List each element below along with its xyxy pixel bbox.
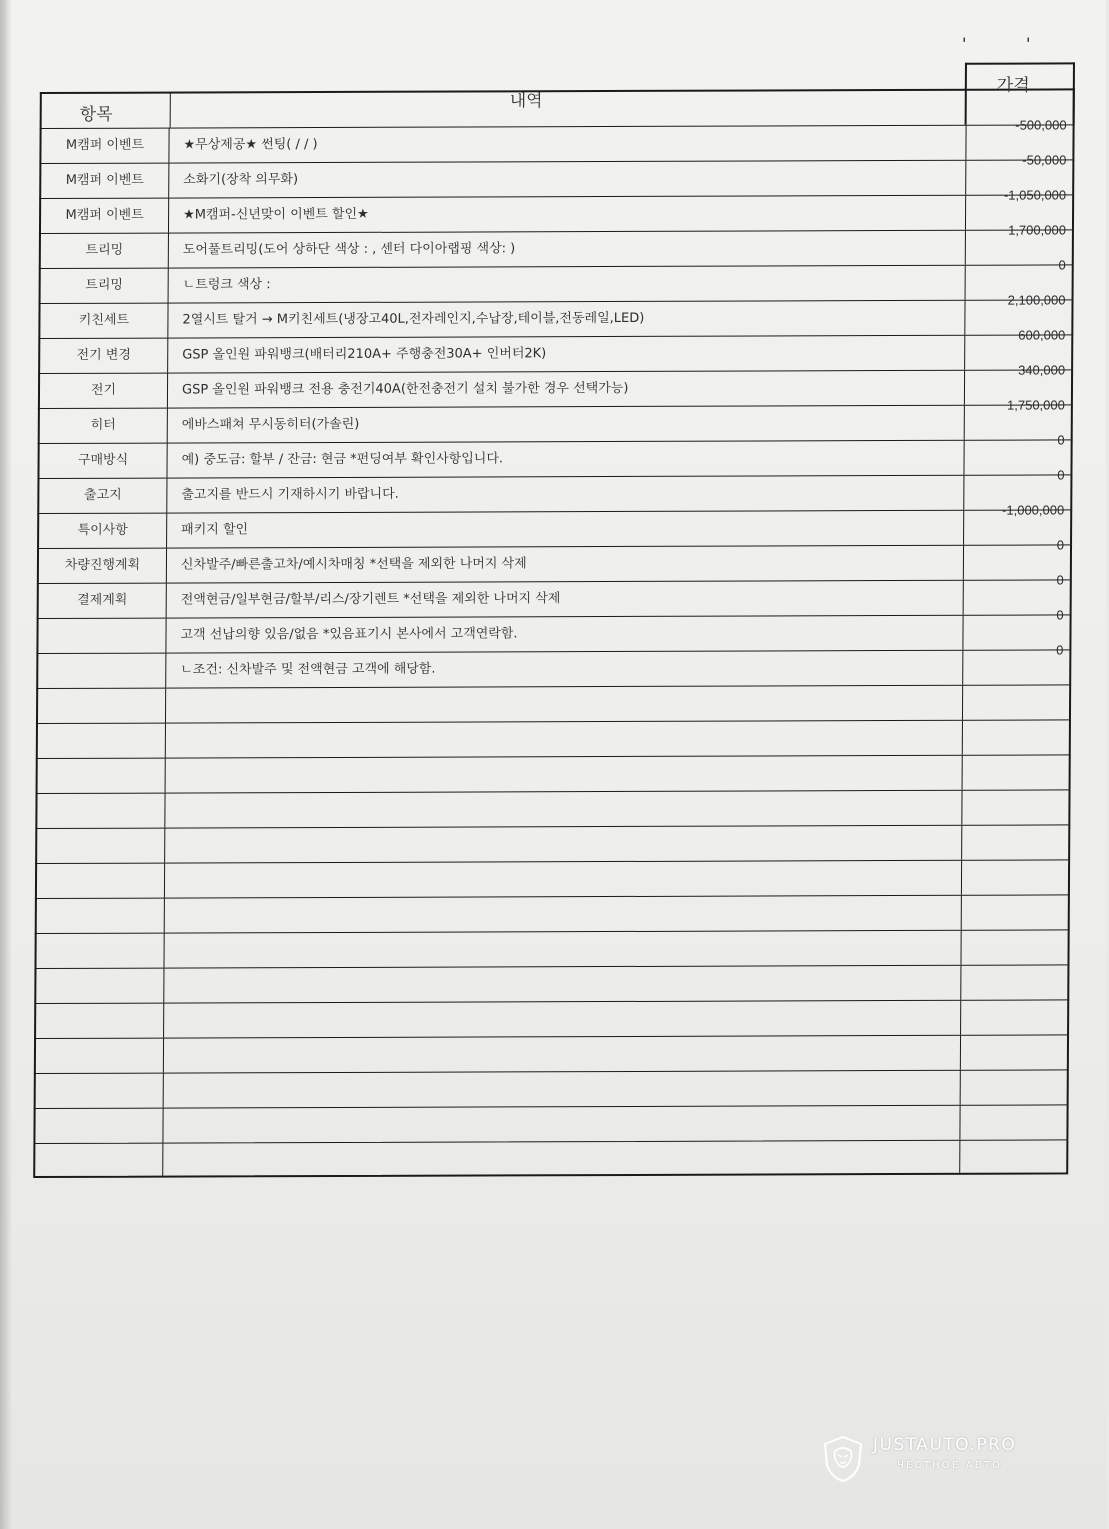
row-description-cell: 고객 선납의향 있음/없음 *있음표기시 본사에서 고객연락함. [166,616,963,653]
table-row [38,327,1073,373]
row-description-cell: 출고지를 반드시 기재하시기 바랍니다. [167,476,964,513]
table-row [36,684,1071,723]
table-row [34,929,1069,968]
row-description-cell: 소화기(장착 의무화) [169,161,966,198]
row-description-cell [163,1106,960,1143]
corner-mark-right: ' [1026,34,1031,53]
row-price-cell [961,1017,1069,1052]
row-item-cell [36,1074,164,1108]
watermark-title: JUSTAUTO.PRO [873,1435,1017,1455]
row-price-cell: 0 [1056,537,1065,553]
row-description-cell: 전액현금/일부현금/할부/리스/장기렌트 *선택을 제외한 나머지 삭제 [167,581,964,618]
table-row [37,467,1072,513]
row-item-cell [36,969,164,1003]
row-item-cell [36,1004,164,1038]
table-row [35,789,1070,828]
row-price-cell: 2,100,000 [1007,292,1066,308]
row-price-cell: 0 [1057,467,1065,483]
row-item-cell: 결제계획 [39,584,167,618]
corner-mark-left: ' [962,34,967,53]
row-item-cell [37,794,165,828]
table-row [38,397,1073,443]
page-edge-shadow [0,0,12,1529]
table-row [37,537,1072,583]
row-item-cell [36,934,164,968]
row-description-cell [163,1141,960,1176]
row-description-cell: 패키지 할인 [167,511,964,548]
row-description-cell: GSP 올인원 파워뱅크(배터리210A+ 주행충전30A+ 인버터2K) [168,336,965,373]
table-row [39,152,1074,198]
row-price-cell [962,807,1070,842]
row-item-cell [37,864,165,898]
row-item-cell: 출고지 [39,479,167,513]
table-row [33,1139,1068,1178]
row-item-cell: 트리밍 [41,234,169,268]
row-price-cell: -50,000 [1022,152,1067,168]
row-description-cell [165,791,962,828]
table-row [38,362,1073,408]
row-description-cell: 도어풀트리밍(도어 상하단 색상 : , 센터 다이아랩핑 색상: ) [169,231,966,268]
row-description-cell [166,721,963,758]
row-price-cell: -500,000 [1015,117,1067,133]
row-item-cell [38,689,166,723]
row-item-cell [35,1144,163,1176]
table-row [39,222,1074,268]
row-item-cell: 특이사항 [39,514,167,548]
table-row [36,642,1071,688]
table-row [34,964,1069,1003]
row-price-cell [962,772,1070,807]
row-price-cell: 0 [1056,572,1064,588]
row-item-cell [38,724,166,758]
table-row [34,1034,1069,1073]
row-price-cell [961,947,1069,982]
row-description-cell [164,966,961,1003]
row-price-cell: 0 [1057,432,1065,448]
table-row [35,894,1070,933]
table-header [40,88,1075,128]
watermark-subtitle: ЧЕСТНОЕ АВТО [897,1460,1003,1471]
row-description-cell: 예) 중도금: 할부 / 잔금: 현금 *펀딩여부 확인사항입니다. [167,441,964,478]
header-price-label: 가격 [996,75,1030,96]
row-price-cell: 340,000 [1018,362,1066,378]
table-row [36,607,1071,653]
table-row [36,754,1071,793]
row-item-cell: M캠퍼 이벤트 [41,199,169,233]
row-price-cell [963,737,1071,772]
row-description-cell: 에바스패쳐 무시동히터(가솔린) [168,406,965,443]
row-item-cell [36,1039,164,1073]
table-row [39,187,1074,233]
row-price-cell: -1,050,000 [1003,187,1067,203]
row-price-cell: 1,700,000 [1008,222,1067,238]
row-item-cell: 전기 [40,374,168,408]
row-price-cell [961,982,1069,1017]
table-row [33,1104,1068,1143]
row-item-cell: 키친세트 [40,304,168,338]
row-item-cell [38,759,166,793]
row-item-cell [38,619,166,653]
row-item-cell [37,829,165,863]
row-item-cell: 전기 변경 [40,339,168,373]
row-price-cell [963,667,1071,702]
row-description-cell [164,1036,961,1073]
row-description-cell: 2열시트 탈거 → M키친세트(냉장고40L,전자레인지,수납장,테이블,전동레일,LED) [168,301,965,338]
row-price-cell: -1,000,000 [1002,502,1065,518]
table-row [37,572,1072,618]
row-description-cell: ★M캠퍼-신년맞이 이벤트 할인★ [169,196,966,233]
lion-shield-logo-icon [821,1435,865,1483]
row-item-cell: 히터 [40,409,168,443]
row-item-cell [38,654,166,688]
row-item-cell: 트리밍 [41,269,169,303]
row-price-cell: 0 [1058,257,1066,273]
row-item-cell: 구매방식 [39,444,167,478]
table-row [35,824,1070,863]
table-row [34,999,1069,1038]
row-price-cell [962,912,1070,947]
row-item-cell: M캠퍼 이벤트 [41,164,169,198]
table-row [39,257,1074,303]
table-row [34,1069,1069,1108]
table-row [39,117,1074,163]
row-description-cell [164,1001,961,1038]
row-item-cell [37,899,165,933]
row-price-cell [962,842,1070,877]
row-description-cell [166,756,963,793]
row-price-cell [962,877,1070,912]
row-price-cell [961,1052,1069,1087]
table-row [35,859,1070,898]
row-description-cell: 신차발주/빠른출고차/예시차매칭 *선택을 제외한 나머지 삭제 [167,546,964,583]
table-row [37,432,1072,478]
row-description-cell [165,896,962,933]
row-description-cell [164,1071,961,1108]
row-description-cell [165,861,962,898]
row-description-cell [166,686,963,723]
row-price-cell: 600,000 [1018,327,1066,343]
row-price-cell: 0 [1056,642,1064,658]
table-row [37,502,1072,548]
row-item-cell: 차량진행계획 [39,549,167,583]
row-item-cell [35,1109,163,1143]
table-row [36,719,1071,758]
row-price-cell: 1,750,000 [1007,397,1065,413]
row-price-cell [961,1087,1069,1122]
quote-table [33,62,1075,1166]
header-description-label: 내역 [509,91,543,112]
row-description-cell: GSP 올인원 파워뱅크 전용 충전기40A(한전충전기 설치 불가한 경우 선택가능) [168,371,965,408]
row-price-cell: 0 [1056,607,1064,623]
row-price-cell [960,1122,1068,1157]
table-body [33,117,1074,1178]
header-item-label: 항목 [79,104,113,125]
row-description-cell: ㄴ조건: 신차발주 및 전액현금 고객에 해당함. [166,651,963,688]
row-description-cell [165,826,962,863]
watermark [821,1431,1051,1491]
table-row [38,292,1073,338]
row-description-cell [164,931,961,968]
row-description-cell: ㄴ트렁크 색상 : [169,266,966,303]
row-item-cell: M캠퍼 이벤트 [41,129,169,163]
row-description-cell: ★무상제공★ 썬팅( / / ) [169,126,966,163]
row-price-cell [963,702,1071,737]
